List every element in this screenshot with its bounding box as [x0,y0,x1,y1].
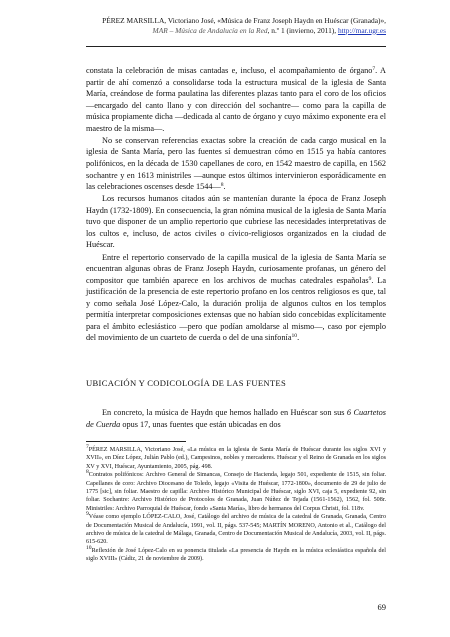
journal-url-link[interactable]: http://mar.ugr.es [337,25,386,35]
header-citation: PÉREZ MARSILLA, Victoriano José, «Música de Franz Joseph Haydn en Huéscar (Granada)», [102,16,386,25]
footnote-divider [86,441,186,442]
paragraph [86,407,386,431]
footnote-text: PÉREZ MARSILLA, Victoriano José, «La música en la iglesia de Santa María de Huéscar durante los siglos XVI y XVII», en Díez López, Julián Pablo (ed.), Campesinos, nobles y mercaderes. Huéscar y el Reino de Granada en los siglos XV y XVI, Huéscar, Ayuntamiento, 2005, pág. 498. [86,447,386,470]
page-number: 69 [377,602,386,612]
section-heading: UBICACIÓN Y CODICOLOGÍA DE LAS FUENTES [86,378,287,388]
journal-issue: , n.º 1 (invierno, 2011), [267,25,337,35]
paragraph-text: No se conservan referencias exactas sobre la creación de cada cargo musical en la iglesia de Santa María, pero las fuentes sí demuestran cómo en 1515 ya había cantores polifónicos, en la década de 1530 capellanes de coro, en 1542 maestro de capilla, en 1562 sochantre y en 1613 ministriles —aunque estos últimos intervinieron esporádicamente en las celebraciones oscenses desde 1544— [86,135,386,192]
paragraph-text: Entre el repertorio conservado de la capilla musical de la iglesia de Santa María se encuentran algunas obras de Franz Joseph Haydn, curiosamente profanas, un género del compositor que también aparece en los archivos de muchas catedrales españolas [86,252,386,285]
work-title: 6 Cuartetos de Cuerda [86,408,386,429]
paragraph-text: . [297,333,300,343]
paragraph-text: . [223,182,226,192]
footnote-ref-8[interactable]: 8 [220,182,224,189]
footnote-number: 7 [86,444,89,450]
footnote-text: Reflexión de José López-Calo en su ponencia titulada «La presencia de Haydn en la música eclesiástica española del siglo XVIII» (Cádiz, 21 de noviembre de 2009). [86,548,386,563]
header-journal-line [86,26,386,36]
paragraph-text: constata la celebración de misas cantadas e, incluso, el acompañamiento de órgano [86,66,373,75]
paragraph-text: . A partir de ahí comenzó a consolidarse toda la estructura musical de la iglesia de Santa María, creándose de forma paulatina las diferentes plazas tanto para el coro de los oficios —encargado del canto llano y con dirección del sochantre— como para la capilla de música propiamente dicha —dedicada al canto de órgano y cuyo máximo exponente era el maestro de la misma—. [86,66,386,133]
footnote-ref-9[interactable]: 9 [368,275,372,282]
footnote [86,513,386,546]
footnote-ref-10[interactable]: 10 [291,333,298,340]
paragraph [86,252,386,344]
footnote-text: Contratos polifónicos: Archivo General de Simancas, Consejo de Hacienda, legajo 501, expediente de 1515, sin foliar. Capellanes de coro: Archivo Diocesano de Toledo, legajo «Visita de Huéscar, 1772-1800», documento de 29 de julio de 1775 [sic], sin foliar. Maestro de capilla: Archivo Histórico Municipal de Huéscar, siglo XVI, caja 5, expediente 92, sin foliar. Sochantre: Archivo Histórico de Protocolos de Granada, Juan Núñez de Tejada (1561-1562), 1562, fol. 508r. Ministriles: Archivo Parroquial de Huéscar, fondo «Santa María», libro de hermanos del Corpus Christi, fol. 118v. [86,472,386,512]
footnote [86,547,386,564]
paragraph-text: . La justificación de la presencia de este repertorio profano en los centros religiosos es que, tal y como señala José López-Calo, la duración prolija de algunos cultos en los templos permitía interpretar composiciones extensas que no habían sido concebidas explícitamente para el ámbito eclesiástico —pero que podían amoldarse al mismo—, caso por ejemplo del movimiento de un cuarteto de cuerda o del de una sinfonía [86,275,386,343]
footnote-ref-7[interactable]: 7 [372,66,376,72]
paragraph [86,65,386,134]
running-header [86,16,386,35]
header-divider [86,46,386,47]
paragraph: Los recursos humanos citados aún se mantenían durante la época de Franz Joseph Haydn (1732-1809). En consecuencia, la gran nómina musical de la iglesia de Santa María tuvo que disponer de un amplio repertorio que cubriese las necesidades interpretativas de los cultos e, incluso, de actos civiles o cívico-religiosos organizados en la ciudad de Huéscar. [86,194,386,250]
section-intro [86,407,386,431]
footnote-number: 8 [86,469,89,476]
journal-name: MAR – Música de Andalucía en la Red [152,25,268,35]
footnote-text: Véase como ejemplo LÓPEZ-CALO, José, Catálogo del archivo de música de la catedral de Granada, Granada, Centro de Documentación Musical de Andalucía, 1991, vol. II, págs. 537-545; MARTÍN MORENO, Antonio et al., Catálogo del archivo de música de la catedral de Málaga, Granada, Centro de Documentación Musical de Andalucía, 2003, vol. II, págs. 615-620. [86,514,386,546]
paragraph-text: En concreto, la música de Haydn que hemos hallado en Huéscar son sus [102,408,347,417]
footnote [86,446,386,471]
paragraph [86,135,386,193]
main-text [86,65,386,344]
footnote-number: 10 [86,545,92,552]
footnotes [86,446,386,564]
footnote [86,471,386,513]
footnote-number: 9 [86,511,89,518]
paragraph-text: opus 17, unas fuentes que están ubicadas en dos [120,419,281,429]
